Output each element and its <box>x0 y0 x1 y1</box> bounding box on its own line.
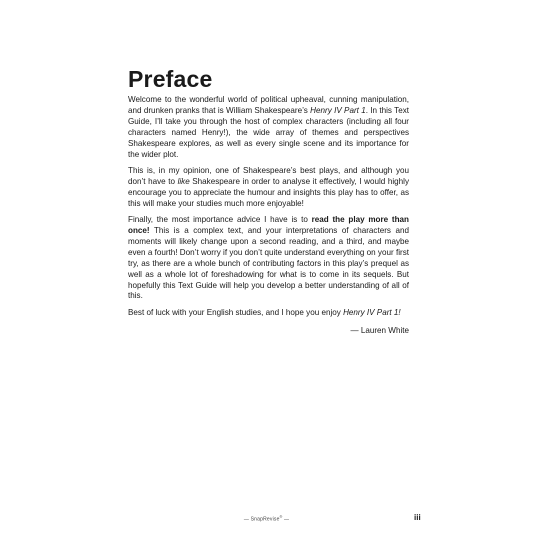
registered-mark: ® <box>279 515 283 519</box>
brand-name: — SnapRevise <box>243 516 280 523</box>
paragraph <box>128 308 409 319</box>
footer-brand <box>0 515 533 523</box>
paragraph-text: Finally, the most importance advice I have is to <box>128 215 312 225</box>
author-signature: — Lauren White <box>350 325 409 335</box>
preface-body <box>128 95 409 342</box>
brand-dash: — <box>282 516 290 523</box>
paragraph-text: This is a complex text, and your interpretations of characters and moments will likely change upon a second reading, and a third, and maybe even a fourth! Don’t worry if you don’t quite understand everything on your first try, as there are a whole bunch of contributing factors in this play’s prequel as well as a whole lot of foreshadowing for what is to come in its sequels. But hopefully this Text Guide will help you develop a better understanding of all of this. <box>128 225 409 301</box>
paragraph-text: . In this Text Guide, I’ll take you through the host of complex characters (including all four characters named Henry!), the wide array of themes and perspectives Shakespeare explores, as well as every single scene and its importance for the wider plot. <box>128 105 409 159</box>
paragraph <box>128 215 409 302</box>
paragraph-text: Best of luck with your English studies, and I hope you enjoy <box>128 307 344 317</box>
book-title-italic: Henry IV Part 1! <box>343 307 401 317</box>
bold-advice-text: read the play more than once! <box>128 215 409 235</box>
paragraph-text: Shakespeare in order to analyse it effectively, I would highly encourage you to appreciate the humour and insights this play has to offer, as this will make your studies much more enjoyable! <box>128 176 409 208</box>
page-title: Preface <box>128 66 213 92</box>
paragraph <box>128 166 409 210</box>
paragraph <box>128 95 409 160</box>
book-title-italic: Henry IV Part 1 <box>310 105 366 115</box>
paragraph-text: This is, in my opinion, one of Shakespeare’s best plays, and although you don’t have to <box>128 165 409 186</box>
paragraph-text: Welcome to the wonderful world of political upheaval, cunning manipulation, and drunken pranks that is William Shakespeare’s <box>128 95 409 115</box>
emphasis-text: like <box>177 176 190 186</box>
page-number: iii <box>414 513 421 522</box>
